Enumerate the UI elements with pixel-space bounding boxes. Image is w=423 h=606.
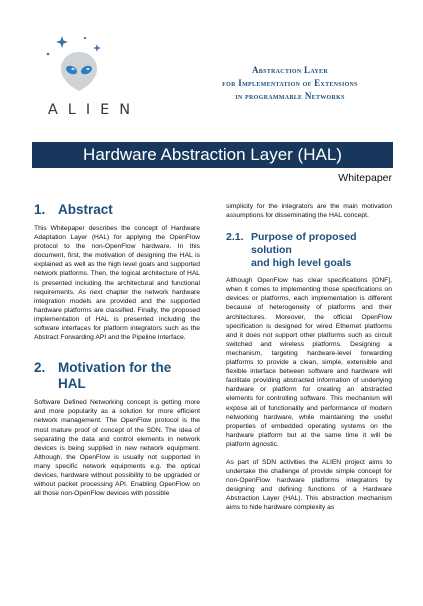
motivation-paragraph-continued: simplicity for the integrators are the main motivation assumptions for disseminating the HAL concept. (226, 203, 392, 220)
logo-wordmark: ALIEN (47, 102, 141, 118)
section-heading-motivation (34, 360, 200, 392)
abstract-paragraph: This Whitepaper describes the concept of Hardware Adaptation Layer (HAL) for applying the OpenFlow protocol to the non-OpenFlow hardware. In this document, first, the motivation of designing the HAL is explained as well as the high level goals and supported network platforms. Then, the logical architecture of HAL is presented including the architectural and functional requirements. As next chapter the network hardware integration models are provided and the supported hardware platforms are classified. Finally, the proposed implementation of HAL is presented including the software interfaces for platform integrators such as the Abstract Forwarding API and the Pipeline Interface. (34, 225, 200, 342)
section-title: Abstract (58, 202, 113, 217)
purpose-paragraph: As part of SDN activities the ALIEN project aims to undertake the challenge of provide simple concept for non-OpenFlow hardware platforms integrators by designing and defining functions of a Hardware Abstraction Layer (HAL). This abstraction mechanism aims to hide hardware complexity as (226, 458, 392, 512)
right-column (226, 202, 392, 513)
subsection-title-line: Purpose of proposed solution (251, 231, 357, 257)
section-title-line: Motivation for the (58, 360, 172, 376)
section-heading-abstract (34, 202, 200, 218)
project-tagline (168, 64, 412, 103)
left-column (34, 202, 200, 498)
star-icons (47, 36, 101, 55)
motivation-paragraph: Software Defined Networking concept is getting more and more popularity as a solution for more efficient network management. The OpenFlow protocol is the most mature proof of concept of the SDN. The idea of separating the data and control elements in network devices is being supplied in new network equipment. Although, the OpenFlow is usually not supported in many specific network equipments e.g. the optical devices, hardware without possibility to be upgraded or without packet processing API. Enabling OpenFlow on all those non-OpenFlow devices with possible (34, 399, 200, 498)
section-number: 1. (34, 202, 46, 217)
document-type: Whitepaper (338, 172, 392, 184)
tagline-line: Abstraction Layer (252, 65, 328, 75)
document-title: Hardware Abstraction Layer (HAL) (32, 142, 393, 168)
subsection-number: 2.1. (226, 231, 244, 244)
subsection-heading-purpose (226, 231, 392, 270)
purpose-paragraph: Although OpenFlow has clear specifications [ONF], when it comes to implementing those specifications on devices or platforms, each implementation is different because of heterogeneity of platforms and their architectures. Moreover, the official OpenFlow specification is designed for wired Ethernet platforms and it does not support other platforms such as circuit switched and wireless platforms. Designing a mechanism, targeting hardware-level forwarding platforms to provide a clean, simple, extensible and flexible interface between software and hardware will facilitate providing abstracted information of underlying hardware or platform for creating an abstracted elements for controlling software. This mechanism will expose all of functionality and performance of modern networking hardware, while maintaining the useful properties of embedded operating systems on the hardware platform but at the same time it will be platform agnostic. (226, 277, 392, 448)
tagline-line: in programmable Networks (235, 91, 345, 101)
subsection-title-line: and high level goals (251, 257, 352, 270)
alien-logo (22, 30, 167, 120)
section-title-line: HAL (58, 376, 86, 392)
tagline-line: for Implementation of Extensions (222, 78, 358, 88)
alien-logo-graphic (22, 30, 167, 120)
section-number: 2. (34, 360, 46, 376)
alien-head-icon (61, 52, 97, 91)
